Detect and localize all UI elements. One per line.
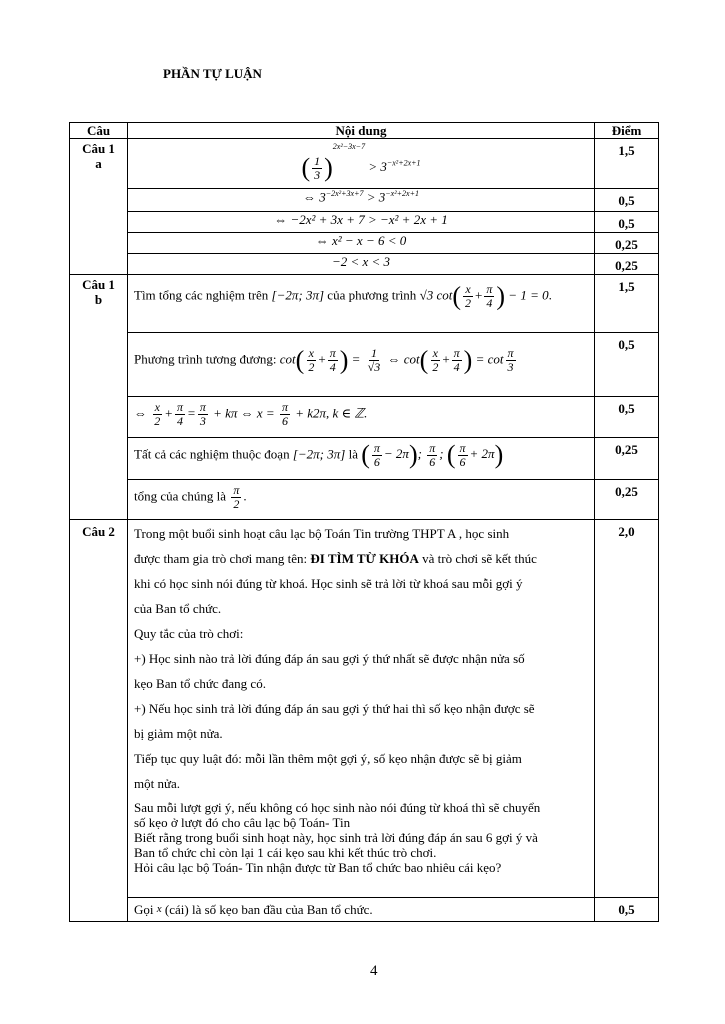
score-cell: 0,5 — [595, 212, 659, 233]
question-label-1a: Câu 1 a — [70, 139, 128, 275]
table-row — [70, 233, 659, 254]
math-expression: ⇔ x² − x − 6 < 0 — [128, 233, 595, 254]
table-row — [70, 189, 659, 212]
section-title: PHẦN TỰ LUẬN — [163, 66, 262, 81]
table-row — [70, 438, 659, 480]
score-cell: 1,5 — [595, 139, 659, 189]
question-label-1b: Câu 1 b — [70, 275, 128, 520]
table-row — [70, 275, 659, 333]
header-question: Câu — [70, 123, 128, 139]
content-cell: ⇔ $\frac{x}{2}$ + $\frac{\pi}{4}$ = $\frac{\pi}{3}$ + kπ ⇔ x = $\frac{\pi}{6}$ + k2π, k ∈ ℤ. — [128, 397, 595, 438]
header-content: Nội dung — [128, 123, 595, 139]
table-row — [70, 397, 659, 438]
score-cell: 0,25 — [595, 480, 659, 520]
content-cell: tổng của chúng là $\frac{\pi}{2}$ . — [128, 480, 595, 520]
table-row — [70, 333, 659, 397]
table-row — [70, 480, 659, 520]
page-number: 4 — [370, 963, 378, 979]
score-cell: 2,0 — [595, 520, 659, 898]
math-expression: ⇔ −2x² + 3x + 7 > −x² + 2x + 1 — [128, 212, 595, 233]
table-row — [70, 212, 659, 233]
header-score: Điểm — [595, 123, 659, 139]
score-cell: 0,5 — [595, 333, 659, 397]
score-cell: 0,25 — [595, 254, 659, 275]
score-cell: 0,25 — [595, 233, 659, 254]
grading-table — [69, 122, 659, 922]
content-cell: Phương trình tương đương: cot( $\frac{x}{2}$ + $\frac{\pi}{4}$ ) = $\frac{1}{√3}$ ⇔ cot( $\frac{x}{2}$ + $\frac{\pi}{4}$ ) = cot $\frac{\pi}{3}$ — [128, 333, 595, 397]
content-cell: Tìm tổng các nghiệm trên [−2π; 3π] của phương trình √3 cot( $\frac{x}{2}$ + $\frac{\pi}{4}$ ) − 1 = 0. — [128, 275, 595, 333]
content-cell: Tất cả các nghiệm thuộc đoạn [−2π; 3π] là ( $\frac{\pi}{6}$ − 2π); $\frac{\pi}{6}$ ; ( $\frac{\pi}{6}$ + 2π) — [128, 438, 595, 480]
content-cell: Gọi x (cái) là số kẹo ban đầu của Ban tổ chức. — [128, 898, 595, 922]
question-label-2: Câu 2 — [70, 520, 128, 922]
score-cell: 0,5 — [595, 189, 659, 212]
score-cell: 0,5 — [595, 397, 659, 438]
problem-text: Trong một buổi sinh hoạt câu lạc bộ Toán Tin trường THPT A , học sinh được tham gia trò chơi mang tên: ĐI TÌM TỪ KHÓA và trò chơi sẽ kết thúc khi có học sinh nói đúng từ khoá. Học sinh sẽ trả lời từ khoá sau mỗi gợi ý của Ban tổ chức. Quy tắc của trò chơi: +) Học sinh nào trả lời đúng đáp án sau gợi ý thứ nhất sẽ được nhận nửa số kẹo Ban tổ chức đang có. +) Nếu học sinh trả lời đúng đáp án sau gợi ý thứ hai thì số kẹo nhận được sẽ bị giảm một nửa. Tiếp tục quy luật đó: mỗi lần thêm một gợi ý, số kẹo nhận được sẽ bị giảm một nửa. Sau mỗi lượt gợi ý, nếu không có học sinh nào nói đúng từ khoá thì sẽ chuyển số kẹo ở lượt đó cho câu lạc bộ Toán- Tin Biết rằng trong buổi sinh hoạt này, học sinh trả lời đúng đáp án sau 6 gợi ý và Ban tổ chức chỉ còn lại 1 cái kẹo sau khi kết thúc trò chơi. Hỏi câu lạc bộ Toán- Tin nhận được từ Ban tổ chức bao nhiêu cái kẹo? — [128, 520, 595, 898]
score-cell: 0,5 — [595, 898, 659, 922]
table-row — [70, 898, 659, 922]
math-expression: ⇔ $3^{-2x^2+3x+7} > 3^{-x^2+2x+1}$ — [128, 189, 595, 212]
table-row — [70, 139, 659, 189]
score-cell: 1,5 — [595, 275, 659, 333]
table-row — [70, 520, 659, 898]
math-expression: ( $\frac{1}{3}$ )$^{2x^2-3x-7} > 3^{-x^2+2x+1}$ — [128, 139, 595, 189]
table-row — [70, 254, 659, 275]
table-header-row — [70, 123, 659, 139]
score-cell: 0,25 — [595, 438, 659, 480]
math-expression: −2 < x < 3 — [128, 254, 595, 275]
